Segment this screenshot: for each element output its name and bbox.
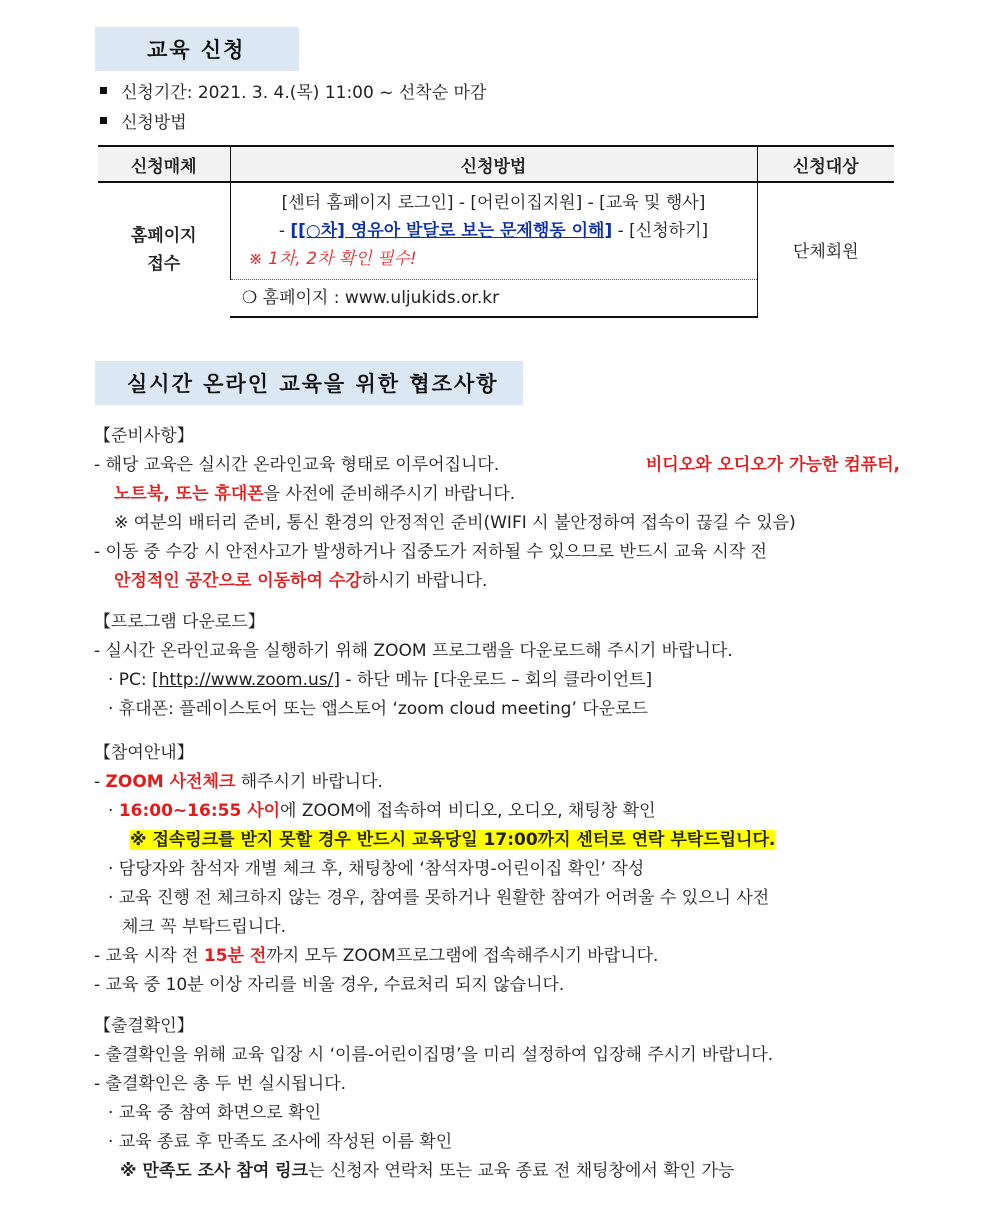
join-line7-emphasis: 15분 전 (203, 946, 267, 966)
prep-heading: 【준비사항】 (94, 426, 194, 446)
attendance-line5 (94, 1157, 900, 1186)
attendance-line4: · 교육 종료 후 만족도 조사에 작성된 이름 확인 (108, 1132, 453, 1152)
prep-line1-emphasis: 비디오와 오디오가 가능한 컴퓨터, (645, 455, 900, 475)
join-line7-text2: 까지 모두 ZOOM프로그램에 접속해주시기 바랍니다. (266, 946, 659, 966)
table-header-row (98, 146, 894, 182)
zoom-download-link[interactable]: http://www.zoom.us/ (158, 670, 334, 690)
attendance-line2: - 출결확인은 총 두 번 실시됩니다. (94, 1074, 347, 1094)
prep-block (94, 422, 900, 596)
join-highlight-notice: ※ 접속링크를 받지 못할 경우 반드시 교육당일 17:00까지 센터로 연락 부탁드립니다. (130, 830, 776, 850)
prep-line5 (94, 567, 900, 596)
path-dash: - (278, 220, 291, 241)
method-cell (230, 182, 757, 279)
media-cell (98, 182, 230, 317)
method-path-line1: [센터 홈페이지 로그인] - [어린이집지원] - [교육 및 행사] (281, 192, 706, 213)
prep-line4: - 이동 중 수강 시 안전사고가 발생하거나 집중도가 저하될 수 있으므로 반드시 교육 시작 전 (94, 542, 767, 562)
download-line3: · 휴대폰: 플레이스토어 또는 앱스토어 ‘zoom cloud meeting’ 다운로드 (108, 699, 648, 719)
method-label: 신청방법 (121, 113, 187, 133)
course-link[interactable]: [[○차] 영유아 발달로 보는 문제행동 이해] (290, 220, 613, 241)
download-pc-text: ] - 하단 메뉴 [다운로드 – 회의 클라이언트] (333, 670, 653, 690)
header-target: 신청대상 (757, 146, 894, 182)
attendance-line5-text: 는 신청자 연락처 또는 교육 종료 전 채팅창에서 확인 가능 (308, 1161, 735, 1181)
homepage-url-cell[interactable]: ❍ 홈페이지 : www.uljukids.or.kr (230, 279, 757, 317)
join-line1-emphasis: ZOOM 사전체크 (105, 772, 236, 792)
join-line5: · 교육 진행 전 체크하지 않는 경우, 참여를 못하거나 원활한 참여가 어려울 수 있으니 사전 (108, 888, 770, 908)
join-line7 (94, 942, 900, 971)
join-heading: 【참여안내】 (94, 743, 194, 763)
join-line1 (94, 768, 900, 797)
prep-line3: ※ 여분의 배터리 준비, 통신 환경의 안정적인 준비(WIFI 시 불안정하여 접속이 끊길 수 있음) (114, 513, 796, 533)
media-line2: 접수 (147, 253, 181, 274)
prep-line1-text: - 해당 교육은 실시간 온라인교육 형태로 이루어집니다. (94, 455, 500, 475)
period-text: 신청기간: 2021. 3. 4.(목) 11:00 ~ 선착순 마감 (121, 83, 487, 103)
attendance-heading: 【출결확인】 (94, 1016, 194, 1036)
target-cell: 단체회원 (757, 182, 894, 317)
header-method: 신청방법 (230, 146, 757, 182)
join-line3 (94, 826, 900, 855)
download-line2 (94, 666, 900, 695)
prep-line1 (94, 451, 900, 480)
download-block (94, 608, 900, 724)
download-line1: - 실시간 온라인교육을 실행하기 위해 ZOOM 프로그램을 다운로드해 주시기 바랍니다. (94, 641, 733, 661)
join-line2-text: 에 ZOOM에 접속하여 비디오, 오디오, 채팅창 확인 (280, 801, 656, 821)
header-media: 신청매체 (98, 146, 230, 182)
download-heading: 【프로그램 다운로드】 (94, 612, 265, 632)
join-line2-emphasis: 16:00~16:55 사이 (118, 801, 281, 821)
attendance-block (94, 1012, 900, 1186)
media-line1: 홈페이지 (130, 225, 197, 246)
join-line4: · 담당자와 참석자 개별 체크 후, 채팅창에 ‘참석자명-어린이집 확인’ 작성 (108, 859, 645, 879)
attendance-line3: · 교육 중 참여 화면으로 확인 (108, 1103, 322, 1123)
prep-line5-text: 하시기 바랍니다. (361, 571, 488, 591)
join-line1-dash: - (94, 772, 106, 792)
join-line2 (94, 797, 900, 826)
prep-line2-text: 을 사전에 준비해주시기 바랍니다. (263, 484, 516, 504)
join-line1-text: 해주시기 바랍니다. (235, 772, 383, 792)
table-row (98, 182, 894, 279)
section-title-cooperation: 실시간 온라인 교육을 위한 협조사항 (95, 361, 523, 405)
join-line7-text: - 교육 시작 전 (94, 946, 204, 966)
application-table (98, 145, 894, 318)
path-apply: - [신청하기] (612, 220, 709, 241)
join-line6: 체크 꼭 부탁드립니다. (122, 917, 287, 937)
join-line8: - 교육 중 10분 이상 자리를 비울 경우, 수료처리 되지 않습니다. (94, 975, 565, 995)
prep-line5-emphasis: 안정적인 공간으로 이동하여 수강 (114, 571, 362, 591)
join-line2-dot: · (108, 801, 119, 821)
square-bullet-icon (100, 87, 107, 94)
attendance-line1: - 출결확인을 위해 교육 입장 시 ‘이름-어린이집명’을 미리 설정하여 입장해 주시기 바랍니다. (94, 1045, 774, 1065)
section-title-apply: 교육 신청 (95, 27, 299, 71)
period-line (100, 78, 486, 103)
method-path-line2 (231, 217, 757, 245)
prep-line2 (94, 480, 900, 509)
method-label-line (100, 108, 187, 133)
download-pc-label: · PC: [ (108, 670, 159, 690)
attendance-line5-emphasis: ※ 만족도 조사 참여 링크 (120, 1161, 308, 1181)
join-block (94, 739, 900, 1000)
confirm-note: ※ 1차, 2차 확인 필수! (248, 248, 417, 269)
prep-line2-emphasis: 노트북, 또는 휴대폰 (114, 484, 264, 504)
square-bullet-icon (100, 117, 107, 124)
